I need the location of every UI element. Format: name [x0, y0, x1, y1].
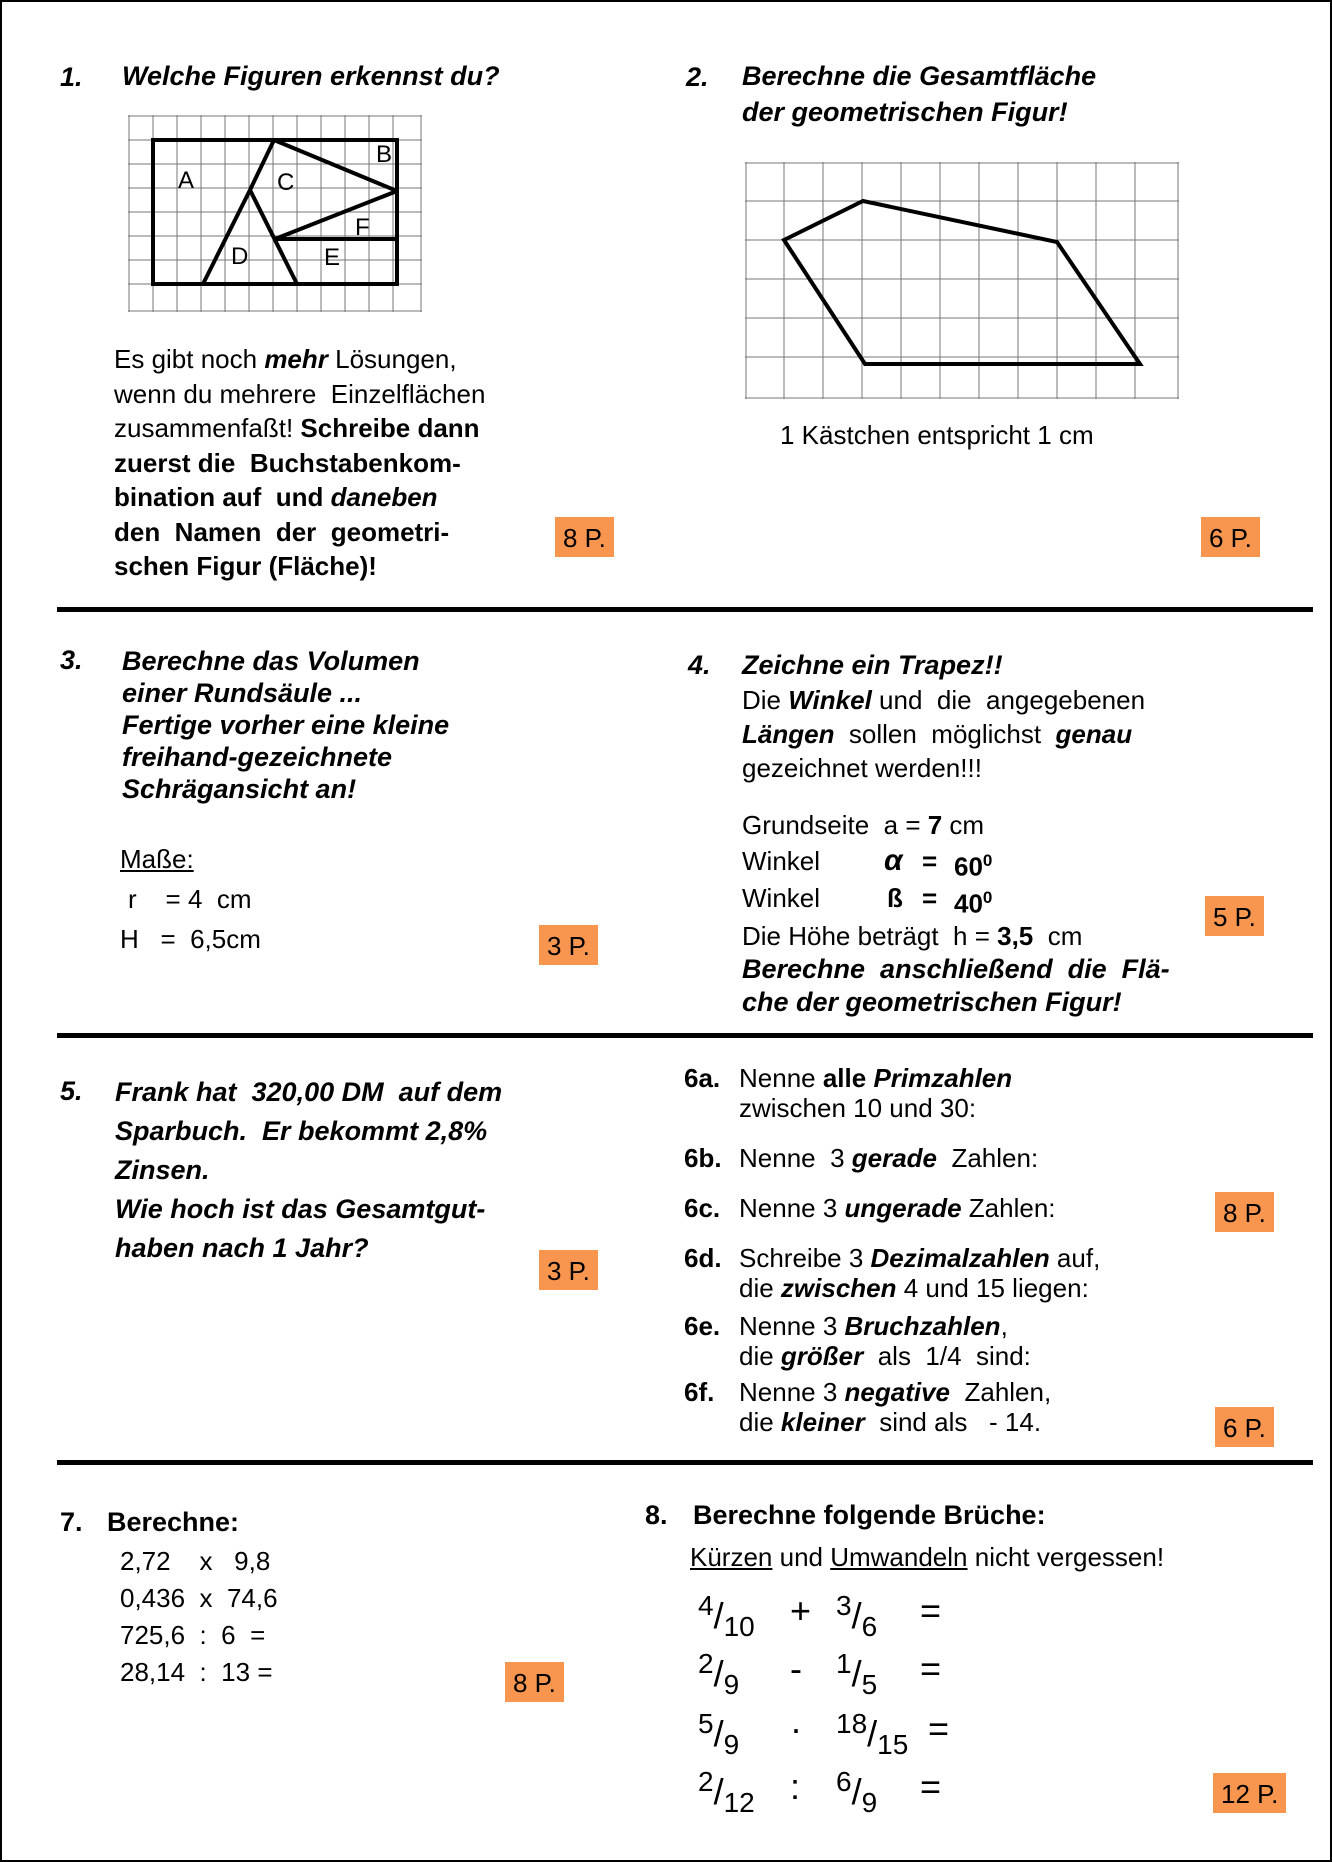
q2-title-line1: Berechne die Gesamtfläche	[742, 61, 1097, 91]
q6-item-fragment: sind als - 14.	[864, 1407, 1042, 1437]
q7-number: 7.	[60, 1507, 83, 1537]
q5-line: haben nach 1 Jahr?	[115, 1233, 369, 1263]
q6-list	[684, 0, 1244, 1460]
q1-instruction-line	[114, 377, 534, 412]
q4-beta-symbol: ß	[887, 883, 903, 913]
q6-item-text	[739, 1063, 1199, 1123]
q6-item-fragment: Bruchzahlen	[844, 1311, 1001, 1341]
q2-caption: 1 Kästchen entspricht 1 cm	[780, 420, 1094, 450]
q4-beta-equals: =	[922, 883, 938, 913]
q8-und: und	[772, 1542, 831, 1572]
q8-slash: /	[851, 1595, 862, 1636]
q8-slash: /	[713, 1595, 724, 1636]
q8-numerator: 18	[836, 1708, 868, 1739]
q6-item-line	[739, 1407, 1199, 1437]
q4-beta-superscript: 0	[982, 888, 993, 907]
q8-operator: :	[790, 1766, 801, 1807]
q4-closing-line2: che der geometrischen Figur!	[742, 987, 1122, 1017]
q4-desc-fragment: Längen	[742, 719, 835, 749]
q3-title	[122, 645, 449, 805]
q8-denominator: 12	[723, 1787, 755, 1819]
q3-title-line: Schrägansicht an!	[122, 774, 357, 804]
q6-item-line	[739, 1311, 1199, 1341]
q6-item-id: 6d.	[684, 1243, 722, 1273]
q1-instruction-fragment: zusammenfaßt!	[114, 413, 301, 443]
q8-equals: =	[928, 1708, 950, 1749]
q6-item-id: 6c.	[684, 1193, 721, 1223]
q7-tasks	[120, 1543, 278, 1691]
q8-operator: ·	[790, 1708, 802, 1749]
q4-desc-fragment: Die	[742, 685, 789, 715]
q3-masse-label: Maße:	[120, 844, 194, 874]
q1-instruction-fragment: schen Figur (Fläche)!	[114, 551, 377, 581]
q6-item-fragment: kleiner	[780, 1407, 865, 1437]
q4-winkel-beta-label: Winkel	[742, 883, 821, 913]
q4-hoehe-unit: cm	[1033, 921, 1083, 951]
q6-item-fragment: die	[739, 1273, 781, 1303]
q7-title: Berechne:	[107, 1507, 240, 1537]
q6-item-line	[739, 1377, 1199, 1407]
q8-fraction-left	[698, 1708, 739, 1761]
q8-numerator: 5	[698, 1708, 714, 1739]
q1-points-badge: 8 P.	[555, 517, 614, 557]
q8-numerator: 3	[836, 1590, 852, 1621]
q8-slash: /	[867, 1713, 878, 1754]
q6-item-fragment: negative	[844, 1377, 951, 1407]
q5-line: Frank hat 320,00 DM auf dem	[115, 1077, 503, 1107]
q1-figure	[128, 115, 424, 315]
q8-subtitle	[690, 1542, 1164, 1572]
q1-instruction-line	[114, 342, 534, 377]
q1-instruction-line	[114, 549, 534, 584]
q6-item-fragment: gerade	[851, 1143, 938, 1173]
q6-item-fragment: Zahlen,	[950, 1377, 1052, 1407]
q8-fraction-right	[836, 1766, 877, 1819]
q8-rest: nicht vergessen!	[967, 1542, 1165, 1572]
q8-denominator: 9	[723, 1729, 740, 1761]
q6-item-line	[739, 1193, 1199, 1223]
q1-instruction-fragment: Lösungen,	[327, 344, 457, 374]
q3-radius: r = 4 cm	[128, 884, 252, 914]
q6-item-fragment: Nenne 3	[739, 1377, 845, 1407]
q6-item-fragment: Nenne	[739, 1063, 823, 1093]
q1-label-c: C	[277, 169, 295, 196]
q8-number: 8.	[645, 1500, 668, 1530]
q1-label-f: F	[355, 214, 370, 241]
q4-desc-fragment: und die angegebenen	[871, 685, 1146, 715]
q4-alpha-degrees: 60	[954, 851, 983, 882]
q6-item-fragment: Zahlen:	[937, 1143, 1039, 1173]
q5-line: Zinsen.	[115, 1155, 210, 1185]
q2-number: 2.	[686, 62, 709, 92]
q8-numerator: 2	[698, 1648, 714, 1679]
q6-item-fragment: größer	[780, 1341, 864, 1371]
q6-item-id: 6b.	[684, 1143, 722, 1173]
q2-title-line2: der geometrischen Figur!	[742, 97, 1068, 127]
q5-points-badge: 3 P.	[539, 1250, 598, 1290]
q3-title-line: einer Rundsäule ...	[122, 678, 363, 708]
q6-item-id: 6e.	[684, 1311, 721, 1341]
q1-instruction-fragment: den Namen der geometri-	[114, 516, 450, 547]
q3-title-line: Berechne das Volumen	[122, 646, 420, 676]
q4-closing-line1: Berechne anschließend die Flä-	[742, 954, 1170, 984]
q1-label-d: D	[231, 243, 249, 270]
q1-instruction-fragment: wenn du mehrere Einzelflächen	[114, 378, 486, 409]
q1-title: Welche Figuren erkennst du?	[122, 61, 500, 91]
q8-fraction-right	[836, 1648, 877, 1701]
q6-item-fragment: die	[739, 1341, 781, 1371]
q7-task: 2,72 x 9,8	[120, 1546, 271, 1576]
q3-title-line: Fertige vorher eine kleine	[122, 710, 450, 740]
q8-slash: /	[851, 1653, 862, 1694]
q4-grundseite-unit: cm	[942, 810, 985, 840]
q4-hoehe-value: 3,5	[997, 921, 1034, 951]
q4-beta-degrees: 40	[954, 888, 983, 919]
q8-fraction-left	[698, 1648, 739, 1701]
q8-denominator: 5	[861, 1669, 878, 1701]
q6-item-fragment: ungerade	[844, 1193, 962, 1223]
q1-instruction-fragment: daneben	[330, 482, 438, 512]
q6-item-text	[739, 1311, 1199, 1371]
q6-points-badge-b: 6 P.	[1215, 1407, 1274, 1447]
q8-equals: =	[920, 1648, 942, 1689]
q8-denominator: 9	[861, 1787, 878, 1819]
q8-operator: -	[790, 1648, 802, 1689]
q8-numerator: 2	[698, 1766, 714, 1797]
q8-fraction-left	[698, 1590, 755, 1643]
q1-instruction-line	[114, 446, 534, 481]
q7-task: 725,6 : 6 =	[120, 1620, 266, 1650]
q8-slash: /	[713, 1713, 724, 1754]
q1-label-e: E	[324, 244, 341, 271]
q6-item-line	[739, 1273, 1199, 1303]
q6-item-text	[739, 1143, 1199, 1173]
divider-3	[57, 1460, 1313, 1465]
q7-task: 28,14 : 13 =	[120, 1657, 273, 1687]
q1-instructions	[114, 342, 534, 584]
q8-denominator: 15	[877, 1729, 909, 1761]
q8-denominator: 9	[723, 1669, 740, 1701]
q6-item-id: 6a.	[684, 1063, 721, 1093]
q6-item-line	[739, 1243, 1199, 1273]
q4-hoehe-prefix: Die Höhe beträgt h =	[742, 921, 998, 951]
q4-winkel-alpha-label: Winkel	[742, 846, 821, 876]
q8-operator: +	[790, 1590, 812, 1631]
q4-alpha-superscript: 0	[982, 851, 993, 870]
q8-fraction-left	[698, 1766, 755, 1819]
q6-item-text	[739, 1193, 1199, 1223]
q1-instruction-fragment: mehr	[264, 344, 328, 374]
q8-title: Berechne folgende Brüche:	[693, 1500, 1046, 1530]
q1-number: 1.	[60, 62, 83, 92]
q6-item-id: 6f.	[684, 1377, 715, 1407]
q2-points-badge: 6 P.	[1201, 517, 1260, 557]
q8-slash: /	[713, 1653, 724, 1694]
q4-alpha-equals: =	[922, 846, 938, 876]
q8-points-badge: 12 P.	[1213, 1773, 1286, 1813]
q5-number: 5.	[60, 1076, 83, 1106]
q4-alpha-symbol: α	[884, 844, 903, 877]
q6-item-line	[739, 1341, 1199, 1371]
q6-item-fragment: Schreibe 3	[739, 1243, 871, 1273]
q6-item-text	[739, 1377, 1199, 1437]
q8-numerator: 1	[836, 1648, 852, 1679]
q6-points-badge-a: 8 P.	[1215, 1192, 1274, 1232]
q6-item-fragment: Dezimalzahlen	[870, 1243, 1050, 1273]
q6-item-fragment: Nenne 3	[739, 1143, 852, 1173]
q6-item-line: zwischen 10 und 30:	[739, 1093, 977, 1123]
q8-fraction-right	[836, 1590, 877, 1643]
q4-points-badge: 5 P.	[1205, 896, 1264, 936]
q8-equals: =	[920, 1766, 942, 1807]
q8-fraction-right	[836, 1708, 908, 1761]
q3-title-line: freihand-gezeichnete	[122, 742, 393, 772]
q1-instruction-fragment: bination auf und	[114, 482, 331, 512]
q8-numerator: 6	[836, 1766, 852, 1797]
q1-instruction-fragment: Es gibt noch	[114, 344, 265, 374]
q4-desc-fragment: sollen möglichst	[834, 719, 1056, 749]
q5-line: Sparbuch. Er bekommt 2,8%	[115, 1116, 488, 1146]
q6-item-line	[739, 1063, 1199, 1093]
q4-number: 4.	[688, 650, 711, 680]
q8-numerator: 4	[698, 1590, 714, 1621]
q5-text	[115, 1073, 502, 1268]
q6-item-fragment: 4 und 15 liegen:	[896, 1273, 1089, 1303]
q1-instruction-fragment: zuerst die Buchstabenkom-	[114, 447, 461, 478]
q8-denominator: 6	[861, 1611, 878, 1643]
q6-item-fragment: zwischen	[780, 1273, 897, 1303]
q6-item-fragment: als 1/4 sind:	[863, 1341, 1031, 1371]
q8-umwandeln: Umwandeln	[830, 1542, 968, 1572]
q4-title: Zeichne ein Trapez!!	[742, 650, 1003, 680]
q1-label-b: B	[376, 141, 393, 168]
q1-instruction-fragment: Schreibe dann	[300, 413, 480, 443]
q6-item-fragment: die	[739, 1407, 781, 1437]
q1-label-a: A	[178, 167, 195, 194]
q7-task: 0,436 x 74,6	[120, 1583, 278, 1613]
q1-instruction-line	[114, 411, 534, 446]
q4-grundseite-prefix: Grundseite a =	[742, 810, 928, 840]
q8-slash: /	[851, 1771, 862, 1812]
q1-instruction-line	[114, 515, 534, 550]
q6-item-fragment: ,	[1000, 1311, 1008, 1341]
q6-item-fragment: Primzahlen	[873, 1063, 1013, 1093]
q6-item-line	[739, 1143, 1199, 1173]
q3-height: H = 6,5cm	[120, 924, 261, 954]
q8-kuerzen: Kürzen	[690, 1542, 773, 1572]
q3-points-badge: 3 P.	[539, 925, 598, 965]
q4-desc-fragment: Winkel	[788, 685, 872, 715]
q6-item-fragment: Zahlen:	[961, 1193, 1056, 1223]
q1-instruction-line	[114, 480, 534, 515]
q5-line: Wie hoch ist das Gesamtgut-	[115, 1194, 486, 1224]
q6-item-fragment: Nenne 3	[739, 1193, 845, 1223]
q8-equals: =	[920, 1590, 942, 1631]
q6-item-fragment: auf,	[1049, 1243, 1101, 1273]
q4-desc-fragment: genau	[1055, 719, 1133, 749]
q6-item-fragment: Nenne 3	[739, 1311, 845, 1341]
q8-denominator: 10	[723, 1611, 755, 1643]
q6-item-fragment: alle	[822, 1063, 874, 1093]
q3-number: 3.	[60, 645, 83, 675]
q8-slash: /	[713, 1771, 724, 1812]
q6-item-text	[739, 1243, 1199, 1303]
q4-grundseite-value: 7	[927, 810, 943, 840]
q4-desc-line3: gezeichnet werden!!!	[742, 753, 982, 783]
q7-points-badge: 8 P.	[505, 1662, 564, 1702]
